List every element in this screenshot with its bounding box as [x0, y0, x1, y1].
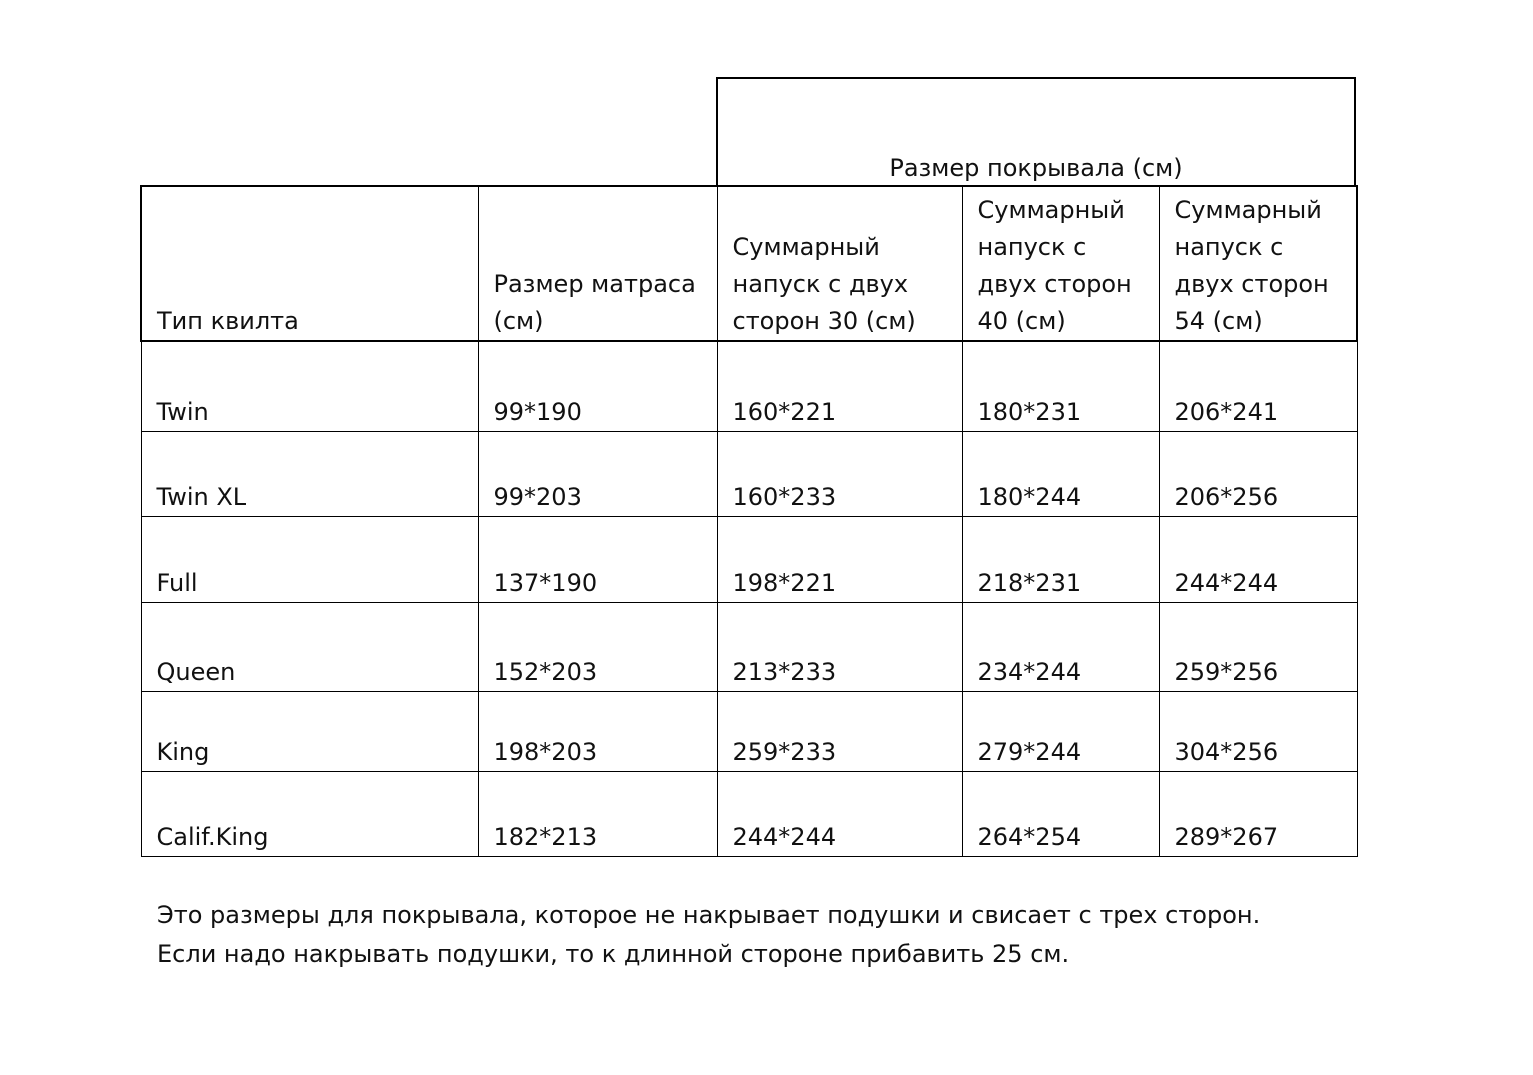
table-row [141, 603, 1357, 692]
cell-overhang-40: 218*231 [962, 517, 1159, 603]
cell-overhang-40: 180*231 [962, 341, 1159, 432]
cell-overhang-54: 304*256 [1159, 692, 1357, 772]
cell-overhang-40: 234*244 [962, 603, 1159, 692]
cell-overhang-54: 244*244 [1159, 517, 1357, 603]
cell-overhang-30: 160*233 [717, 432, 962, 517]
cell-overhang-40: 180*244 [962, 432, 1159, 517]
cell-mattress-size: 99*190 [478, 341, 717, 432]
table-row [141, 772, 1357, 857]
cell-overhang-30: 213*233 [717, 603, 962, 692]
header-overhang-54: Суммарный напуск с двух сторон 54 (см) [1159, 186, 1357, 341]
header-quilt-type: Тип квилта [141, 186, 478, 341]
cell-overhang-30: 160*221 [717, 341, 962, 432]
header-mattress-size: Размер матраса (см) [478, 186, 717, 341]
cell-overhang-30: 259*233 [717, 692, 962, 772]
quilt-size-table [140, 185, 1358, 857]
header-overhang-40: Суммарный напуск с двух сторон 40 (см) [962, 186, 1159, 341]
cell-overhang-40: 264*254 [962, 772, 1159, 857]
table-row [141, 341, 1357, 432]
cell-overhang-54: 289*267 [1159, 772, 1357, 857]
cell-mattress-size: 152*203 [478, 603, 717, 692]
bedspread-size-group-header [716, 77, 1356, 187]
cell-overhang-30: 198*221 [717, 517, 962, 603]
table-header-row [141, 186, 1357, 341]
table-row [141, 692, 1357, 772]
cell-quilt-type: Twin XL [141, 432, 478, 517]
cell-overhang-54: 206*256 [1159, 432, 1357, 517]
table-row [141, 432, 1357, 517]
cell-quilt-type: Queen [141, 603, 478, 692]
cell-quilt-type: Full [141, 517, 478, 603]
cell-overhang-30: 244*244 [717, 772, 962, 857]
header-overhang-30: Суммарный напуск с двух сторон 30 (см) [717, 186, 962, 341]
table-row [141, 517, 1357, 603]
cell-overhang-54: 206*241 [1159, 341, 1357, 432]
cell-quilt-type: King [141, 692, 478, 772]
cell-mattress-size: 99*203 [478, 432, 717, 517]
cell-quilt-type: Twin [141, 341, 478, 432]
size-notes [157, 896, 1260, 974]
note-line-no-pillows: Это размеры для покрывала, которое не накрывает подушки и свисает с трех сторон. [157, 901, 1261, 929]
bedspread-size-group-label: Размер покрывала (см) [889, 154, 1183, 182]
cell-overhang-40: 279*244 [962, 692, 1159, 772]
cell-mattress-size: 198*203 [478, 692, 717, 772]
cell-quilt-type: Calif.King [141, 772, 478, 857]
cell-overhang-54: 259*256 [1159, 603, 1357, 692]
note-line-with-pillows: Если надо накрывать подушки, то к длинной стороне прибавить 25 см. [157, 940, 1070, 968]
cell-mattress-size: 182*213 [478, 772, 717, 857]
cell-mattress-size: 137*190 [478, 517, 717, 603]
